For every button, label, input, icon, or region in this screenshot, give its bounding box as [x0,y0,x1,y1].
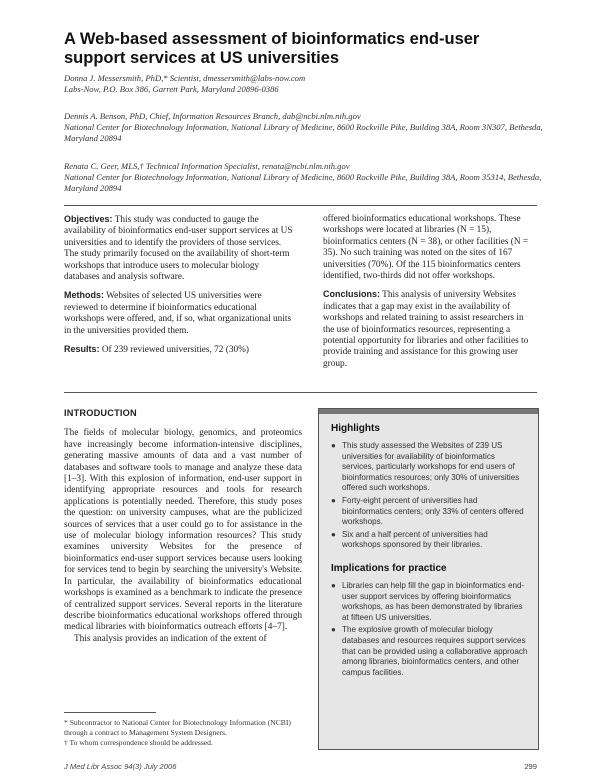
bullet-icon: ● [331,441,336,450]
introduction-paragraph-2: This analysis provides an indication of the extent of [74,633,267,644]
results-continued: offered bioinformatics educational workshops. These workshops were located at libraries (N = 15), bioinformatics centers (N = 38), or other facilities (N = 35). No such training was noted on the sites of 167 universities (70%). Of the 115 bioinformatics centers identified, two-thirds did not offer workshops. [323,214,529,282]
implication-item: ● Libraries can help fill the gap in bioinformatics end-user support services by offering bioinformatics workshops, as has been demonstrated by libraries at fifteen US universities. [331,580,525,622]
abstract-right-column [323,214,537,377]
abstract-top-rule [64,205,537,206]
author-block-3 [64,161,544,195]
implications-title: Implications for practice [331,562,447,574]
bullet-icon: ● [331,495,336,505]
author-3-affiliation: National Center for Biotechnology Information, National Library of Medicine, 8600 Rockville Pike, Building 38A, Room 35314, Bethesda, Maryland 20894 [64,172,542,194]
footnote-rule [64,712,156,713]
author-3-name: Renata C. Geer, MLS,† Technical Information Specialist, renata@ncbi.nlm.nih.gov [64,161,350,171]
objectives-text: This study was conducted to gauge the availability of bioinformatics end-user support services at US universities and to identify the providers of those services. The study primarily focused on the availability of short-term workshops that introduce users to molecular biology databases and analysis software. [64,215,293,283]
results-text: Of 239 reviewed universities, 72 (30%) [101,345,250,356]
highlights-title: Highlights [331,423,380,434]
introduction-paragraph-1: The fields of molecular biology, genomics, and proteomics have increasingly become information-intensive disciplines, generating massive amounts of data and a vast number of databases and software tools to manage and analyze these data [1–3]. With this explosion of information, end-user support in identifying appropriate resources and tools for research applications is potentially needed. Therefore, this study poses the question: on university campuses, what are the publicized sources of services that a user could go to for assistance in the use of molecular biology information resources? This study examines university Websites for the presence of bioinformatics end-user support services because users looking for services tend to begin by searching the university's Website. In particular, the availability of bioinformatics educational workshops is examined as a benchmark to indicate the presence of centralized support services. Several reports in the literature describe bioinformatics educational workshops offered through medical libraries with bioinformatics outreach efforts [4–7]. [64,428,302,633]
author-2-affiliation: National Center for Biotechnology Information, National Library of Medicine, 8600 Rockville Pike, Building 38A, Room 3N307, Bethesda, Maryland 20894 [64,122,543,144]
bullet-icon: ● [331,529,336,539]
results-label: Results: [64,344,100,355]
abstract-bottom-rule [64,392,537,393]
objectives-label: Objectives: [64,214,113,224]
abstract-left-column [64,214,294,363]
author-block-1 [64,73,544,95]
conclusions-text: This analysis of university Websites indicates that a gap may exist in the availability of workshops and related training to assist researchers in the use of bioinformatics resources, representing a potential opportunity for libraries and other facilities to provide training and assistance for this growing user group. [323,290,529,369]
highlights-box-content [319,414,538,678]
implication-item: ● The explosive growth of molecular biology databases and resources requires support services that can be provided using a collaborative approach among libraries, bioinformatics centers, and other campus facilities. [331,625,528,677]
introduction-heading: INTRODUCTION [64,408,137,418]
page-number: 299 [524,762,537,771]
bullet-icon: ● [331,580,336,590]
methods-text: Websites of selected US universities were reviewed to determine if bioinformatics educational workshops were offered, and, if so, what organizational units in the universities provided them. [64,291,292,336]
conclusions-label: Conclusions: [323,289,381,300]
implications-list [331,581,528,678]
footnote-2: † To whom correspondence should be addressed. [64,738,213,747]
highlights-box [318,408,539,750]
footnote-1: * Subcontractor to National Center for Biotechnology Information (NCBI) through a contract to Management System Designers. [64,718,291,737]
journal-citation: J Med Libr Assoc 94(3) July 2006 [64,762,177,771]
highlight-item: ● Forty-eight percent of universities had bioinformatics centers; only 33% of centers offered workshops. [331,495,524,527]
author-block-2 [64,111,544,145]
author-1-affiliation: Labs-Now, P.O. Box 386, Garrett Park, Maryland 20896-0386 [64,84,279,95]
abstract-methods [64,290,294,337]
highlight-item: ● Six and a half percent of universities had workshops sponsored by their libraries. [331,529,488,550]
highlight-item: ● This study assessed the Websites of 239 US universities for availability of bioinformatics services, particularly workshops for end users of bioinformatics resources; only 30% of universities offered such workshops. [331,441,520,493]
highlights-list [331,441,528,551]
abstract-objectives [64,214,294,283]
abstract-results [64,344,294,356]
article-title: A Web-based assessment of bioinformatics end-user support services at US universities [64,30,480,67]
author-2-name: Dennis A. Benson, PhD, Chief, Information Resources Branch, dab@ncbi.nlm.nih.gov [64,111,361,121]
footnotes [64,718,304,748]
bullet-icon: ● [331,625,336,635]
abstract-conclusions [323,289,537,370]
methods-label: Methods: [64,290,104,301]
author-1-name: Donna J. Messersmith, PhD,* Scientist, dmessersmith@labs-now.com [64,73,306,83]
introduction-section [64,408,302,645]
